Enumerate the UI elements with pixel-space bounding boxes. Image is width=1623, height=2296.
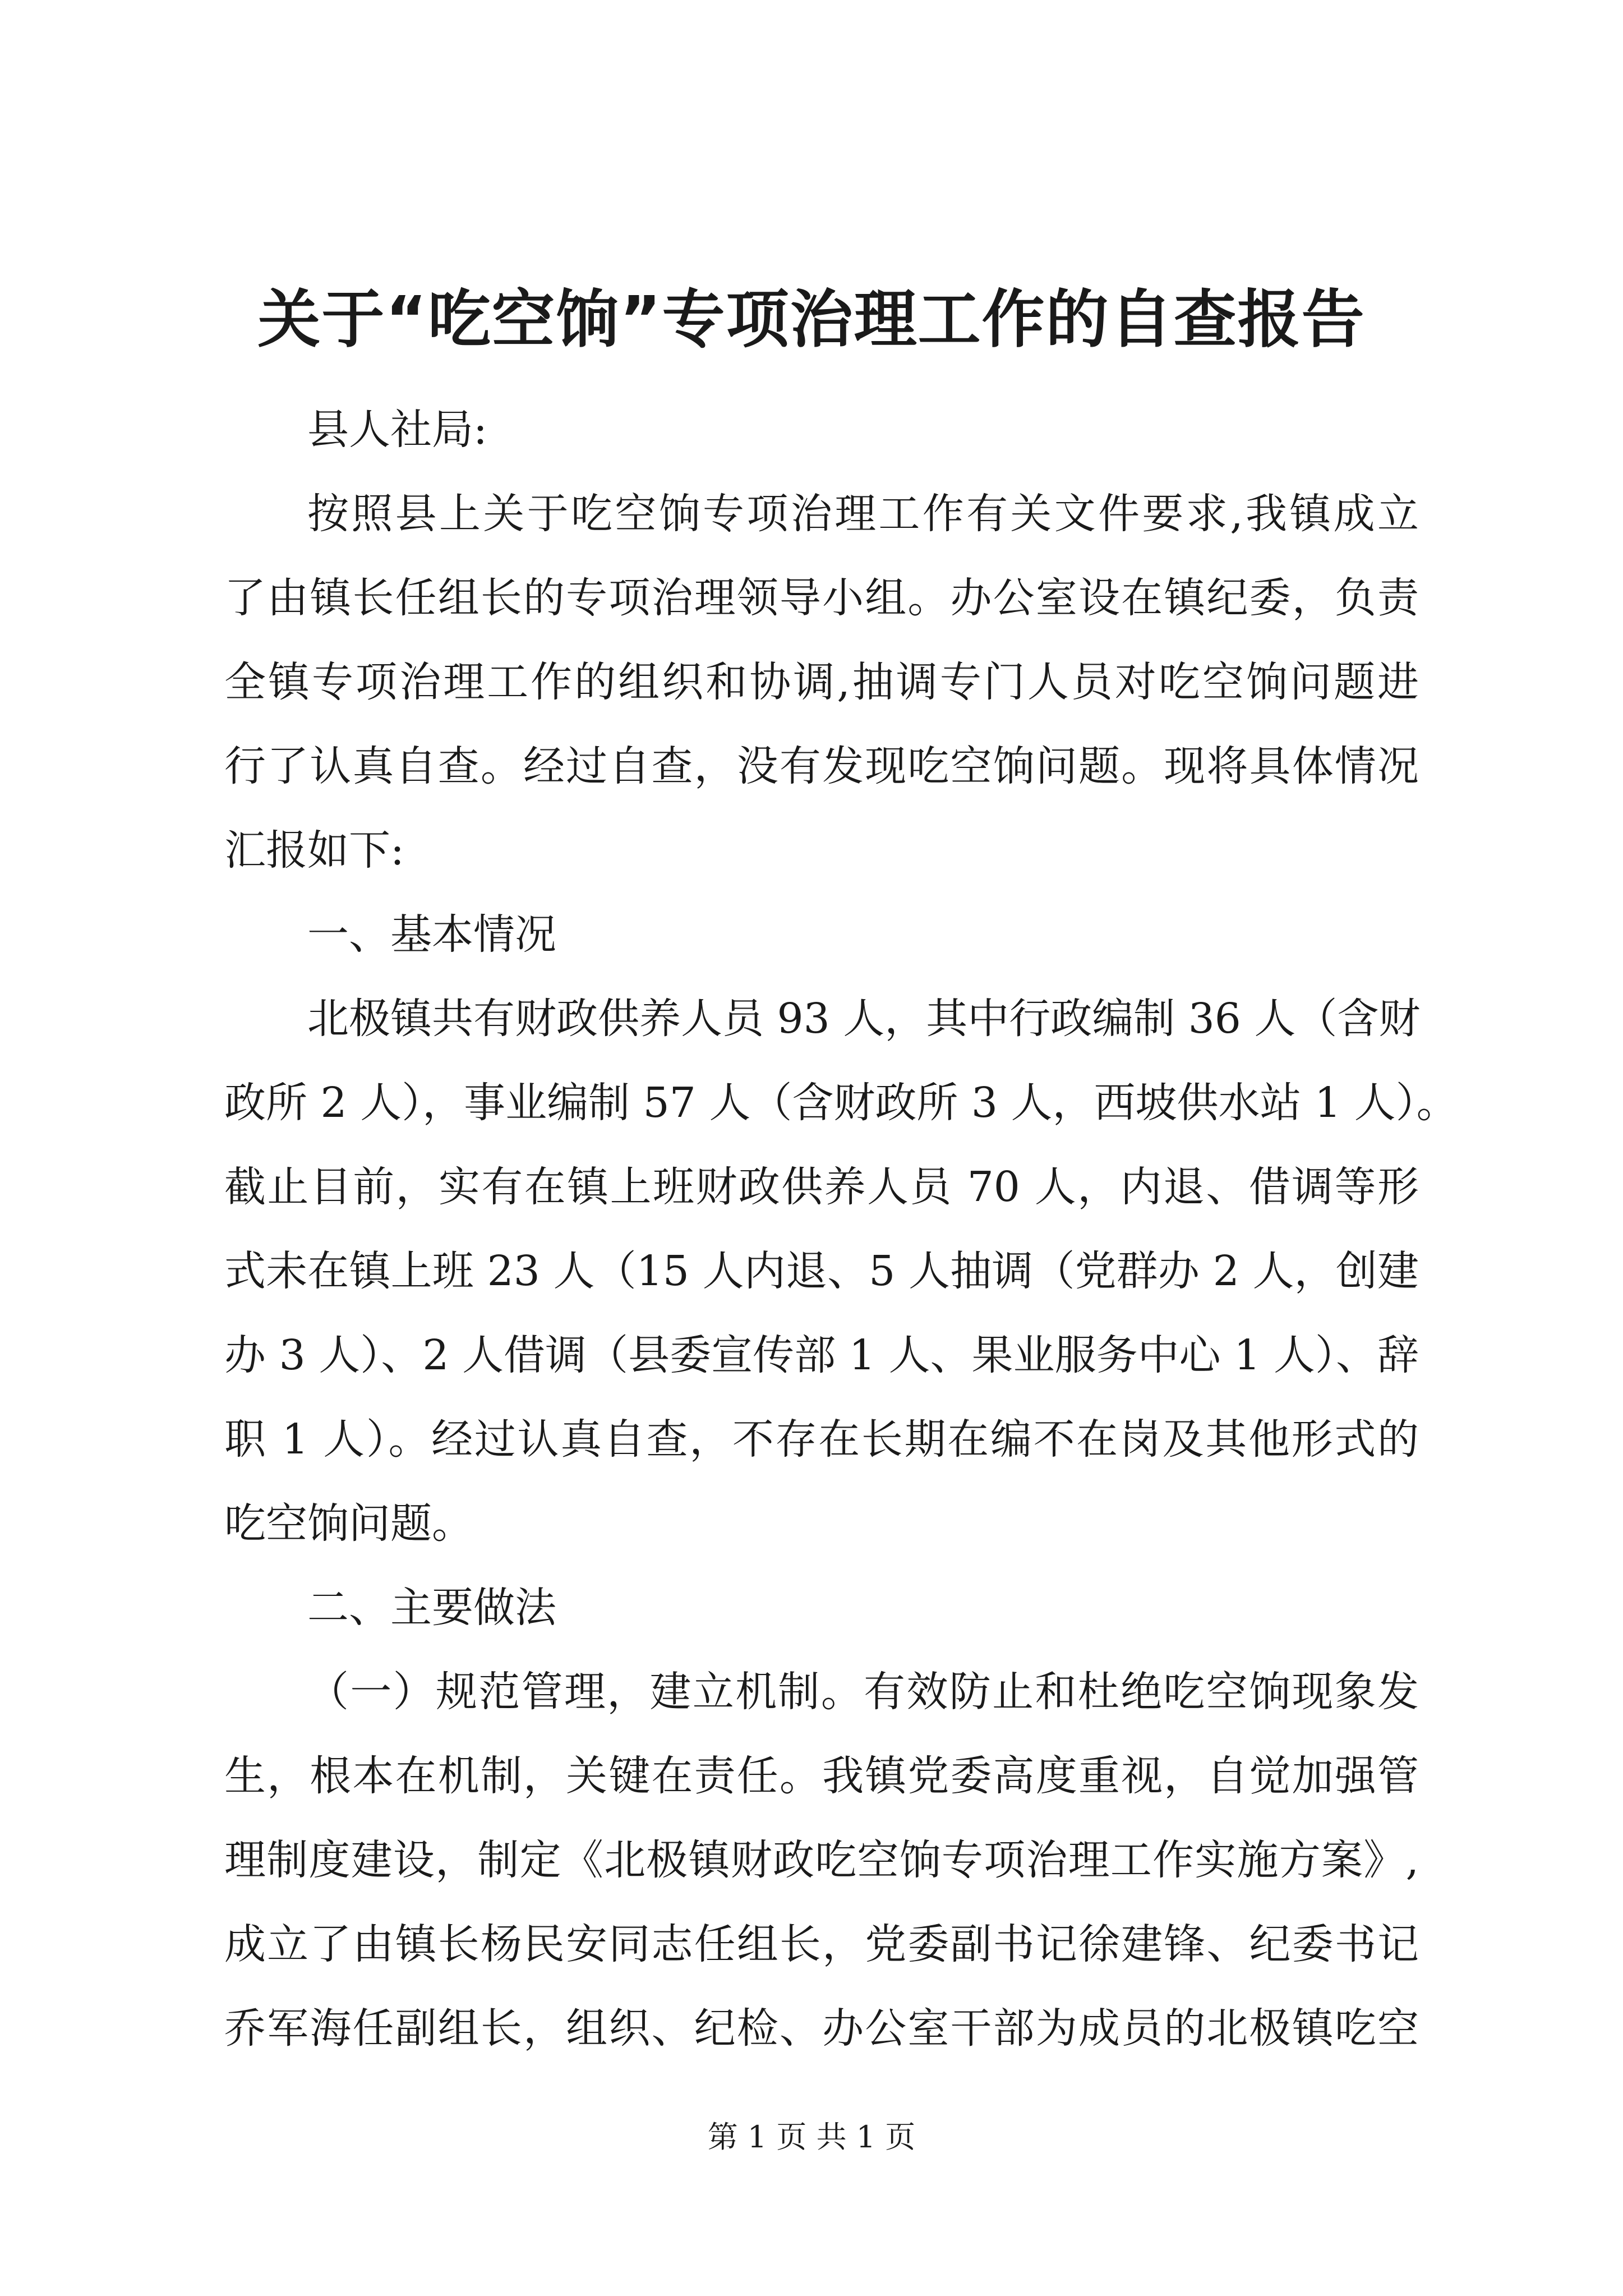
body-line: 截止目前，实有在镇上班财政供养人员 70 人，内退、借调等形 bbox=[224, 1163, 1419, 1211]
body-line: 办 3 人）、2 人借调（县委宣传部 1 人、果业服务中心 1 人）、辞 bbox=[224, 1331, 1419, 1379]
body-line: 政所 2 人），事业编制 57 人（含财政所 3 人，西坡供水站 1 人）。 bbox=[224, 1079, 1458, 1127]
document-title: 关于“吃空饷”专项治理工作的自查报告 bbox=[257, 283, 1366, 356]
body-line: 成立了由镇长杨民安同志任组长，党委副书记徐建锋、纪委书记 bbox=[224, 1920, 1419, 1968]
body-line: 北极镇共有财政供养人员 93 人，其中行政编制 36 人（含财 bbox=[307, 995, 1421, 1043]
body-line: 按照县上关于吃空饷专项治理工作有关文件要求,我镇成立 bbox=[307, 490, 1419, 538]
body-line: 汇报如下: bbox=[224, 826, 404, 875]
body-line: 行了认真自查。经过自查，没有发现吃空饷问题。现将具体情况 bbox=[224, 742, 1419, 790]
page-footer: 第 1 页 共 1 页 bbox=[707, 2119, 916, 2155]
salutation-line: 县人社局: bbox=[307, 406, 487, 454]
body-line: 乔军海任副组长，组织、纪检、办公室干部为成员的北极镇吃空 bbox=[224, 2004, 1419, 2053]
body-line: 了由镇长任组长的专项治理领导小组。办公室设在镇纪委，负责 bbox=[224, 574, 1419, 622]
body-line: （一）规范管理，建立机制。有效防止和杜绝吃空饷现象发 bbox=[307, 1668, 1419, 1716]
section-heading: 二、主要做法 bbox=[307, 1584, 556, 1632]
body-line: 职 1 人）。经过认真自查，不存在长期在编不在岗及其他形式的 bbox=[224, 1415, 1419, 1464]
body-line: 生，根本在机制，关键在责任。我镇党委高度重视，自觉加强管 bbox=[224, 1752, 1419, 1800]
section-heading: 一、基本情况 bbox=[307, 910, 556, 959]
body-line: 式未在镇上班 23 人（15 人内退、5 人抽调（党群办 2 人，创建 bbox=[224, 1247, 1419, 1295]
body-line: 全镇专项治理工作的组织和协调,抽调专门人员对吃空饷问题进 bbox=[224, 658, 1419, 706]
body-line: 吃空饷问题。 bbox=[224, 1499, 473, 1548]
body-line: 理制度建设，制定《北极镇财政吃空饷专项治理工作实施方案》, bbox=[224, 1836, 1419, 1884]
